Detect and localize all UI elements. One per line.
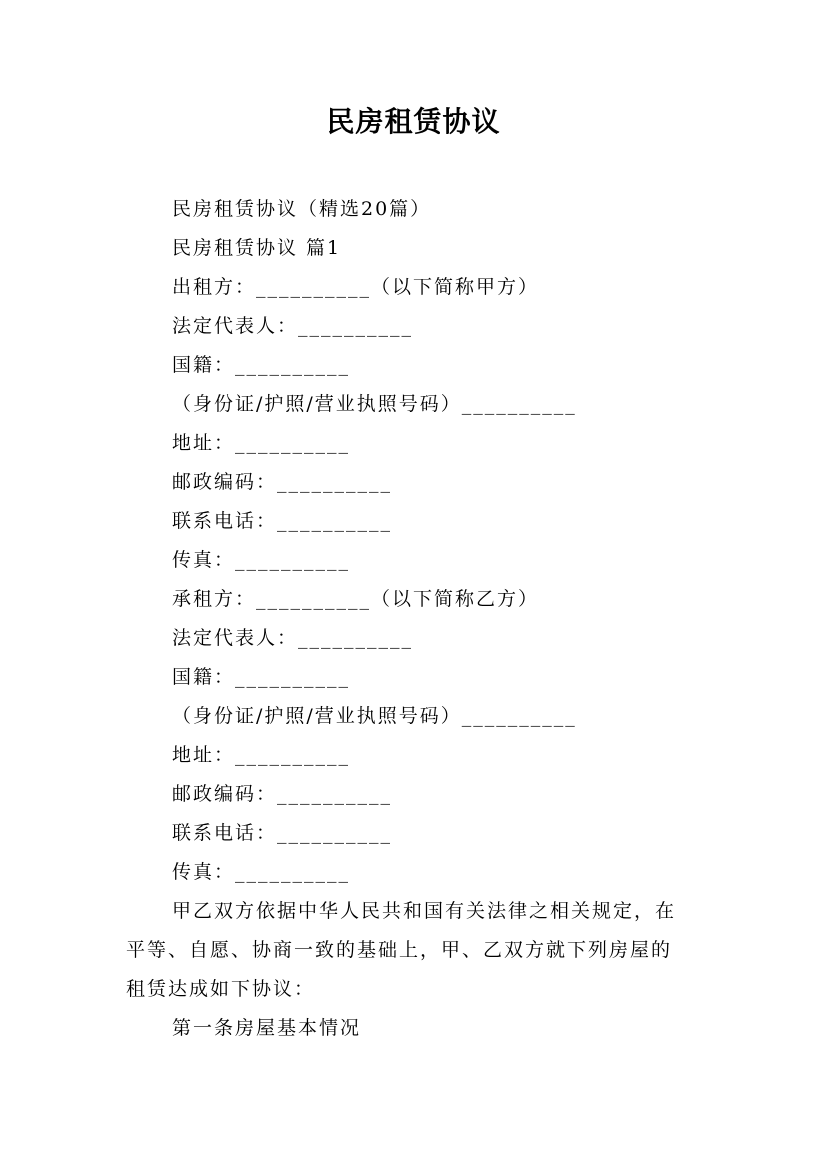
doc-paragraph-line-2: 平等、自愿、协商一致的基础上，甲、乙双方就下列房屋的 (126, 939, 673, 961)
doc-line-lessee-representative: 法定代表人：__________ (172, 627, 414, 649)
doc-line-lessee-id: （身份证/护照/营业执照号码）__________ (172, 705, 577, 727)
doc-line-lessor-postcode: 邮政编码：__________ (172, 471, 393, 493)
doc-line-lessor-phone: 联系电话：__________ (172, 510, 393, 532)
doc-line-chapter: 民房租赁协议 篇1 (172, 237, 342, 259)
section-heading: 第一条房屋基本情况 (172, 1017, 362, 1039)
doc-line-lessee-address: 地址：__________ (172, 744, 351, 766)
doc-line-lessee-postcode: 邮政编码：__________ (172, 783, 393, 805)
doc-line-lessor-address: 地址：__________ (172, 432, 351, 454)
doc-paragraph-line-1: 甲乙双方依据中华人民共和国有关法律之相关规定，在 (172, 900, 677, 922)
doc-line-subtitle: 民房租赁协议（精选20篇） (172, 198, 432, 220)
doc-line-lessee-nationality: 国籍：__________ (172, 666, 351, 688)
doc-line-lessor-fax: 传真：__________ (172, 549, 351, 571)
doc-line-lessor: 出租方：__________（以下简称甲方） (172, 276, 540, 298)
doc-line-lessor-id: （身份证/护照/营业执照号码）__________ (172, 393, 577, 415)
doc-paragraph-line-3: 租赁达成如下协议： (126, 978, 316, 1000)
doc-line-lessee-fax: 传真：__________ (172, 861, 351, 883)
doc-line-lessee-phone: 联系电话：__________ (172, 822, 393, 844)
doc-line-lessor-representative: 法定代表人：__________ (172, 315, 414, 337)
doc-line-lessee: 承租方：__________（以下简称乙方） (172, 588, 540, 610)
doc-line-lessor-nationality: 国籍：__________ (172, 354, 351, 376)
document-title: 民房租赁协议 (326, 105, 501, 138)
